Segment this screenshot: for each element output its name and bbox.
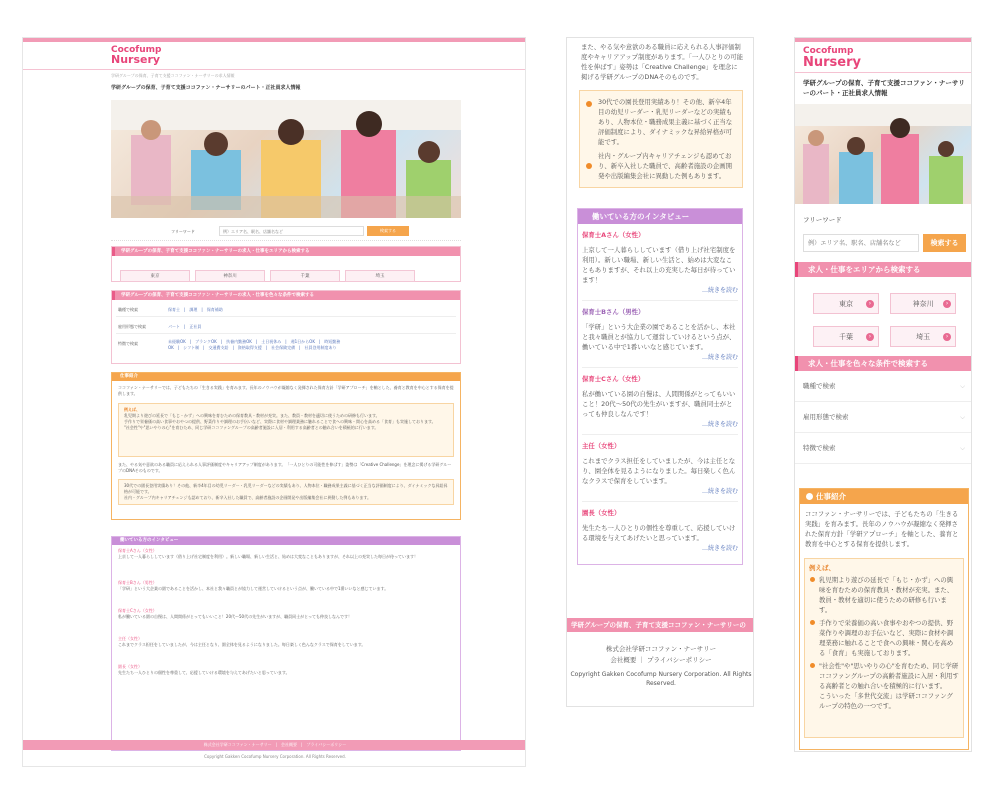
career-box bbox=[118, 479, 454, 505]
interview-text: 「学研」という大企業の園であることを活かし、本社と我々職員とが協力して運営していけるという点が、働いている中で1番いいなと感じています。 bbox=[582, 323, 736, 351]
condition-section-title: 求人・仕事を色々な条件で検索する bbox=[795, 356, 972, 371]
job-intro-section bbox=[799, 488, 969, 750]
example-item bbox=[819, 661, 959, 691]
area-button-chiba[interactable] bbox=[813, 326, 879, 347]
divider bbox=[582, 367, 738, 368]
freeword-input[interactable] bbox=[219, 226, 364, 236]
interview-text: 先生たち一人ひとりの個性を尊重して、応援していける環境を与えてあげたいと思っています。 bbox=[582, 524, 736, 542]
interview-name: 園長（女性） bbox=[582, 509, 621, 517]
interview-list bbox=[112, 545, 460, 679]
cond-divider bbox=[116, 316, 456, 317]
hero-illustration bbox=[111, 100, 461, 218]
footer-link-company[interactable]: 株式会社学研ココファン・ナーサリー bbox=[203, 742, 272, 747]
example-item bbox=[819, 618, 959, 658]
page-title: 学研グループの保育、子育て支援ココファン・ナーサリーのパート・正社員求人情報 bbox=[111, 85, 301, 91]
footer-links: 株式会社学研ココファン・ナーサリー | 会社概要 | プライバシーポリシー bbox=[23, 740, 526, 750]
cond-values-employment[interactable]: パート | 正社員 bbox=[168, 324, 202, 329]
interview-name: 保育士Bさん（男性） bbox=[118, 580, 157, 585]
top-accent-bar bbox=[23, 38, 525, 42]
mid-interview-list bbox=[578, 224, 742, 558]
interview-text: これまでクラス担任をしていましたが、今は主任となり、園全体を見るようになりました。毎日楽しく色んなクラスで保育をしています。 bbox=[582, 457, 736, 485]
interview-name: 保育士Aさん（女性） bbox=[118, 548, 157, 553]
examples-box bbox=[804, 558, 964, 738]
area-button-chiba[interactable]: 千葉 bbox=[270, 270, 340, 282]
mid-footer: 株式会社学研ココファン・ナーサリー 会社概要 ｜ プライバシーポリシー Copyright Gakken Cocofump Nursery Corporation. All Rights Reserved. bbox=[567, 644, 754, 688]
examples-box bbox=[118, 403, 454, 457]
read-more-link[interactable]: …続きを読む bbox=[701, 421, 738, 428]
cond-label-employment: 雇用形態で検索 bbox=[118, 324, 146, 329]
bullet-dot bbox=[586, 101, 592, 107]
interview-text: 「学研」という大企業の園であることを活かし、本社と我々職員とが協力して運営していけるという点が、働いている中で1番いいなと感じています。 bbox=[118, 586, 389, 591]
cond-row-employment[interactable] bbox=[795, 402, 972, 433]
interview-text: 上京して一人暮らししています（借り上げ社宅制度を利用）。新しい職場、新しい生活と、始めは大変なこともありますが、それ以上の充実した毎日が待っています！ bbox=[118, 554, 418, 559]
interview-name: 保育士Aさん（女性） bbox=[582, 231, 645, 239]
search-button[interactable]: 検索する bbox=[367, 226, 409, 236]
arrow-right-icon: › bbox=[943, 300, 951, 308]
search-button[interactable]: 検索する bbox=[923, 234, 966, 252]
circle-icon bbox=[806, 493, 813, 500]
mid-intro-block bbox=[567, 38, 753, 82]
breadcrumb[interactable]: 学研グループの保育、子育て支援ココファン・ナーサリーの求人情報 bbox=[111, 73, 235, 78]
interview-section bbox=[111, 536, 461, 751]
mid-career-bullet: 社内・グループ内キャリアチェンジも認めており、新卒入社した職員で、高齢者施設の企画開発や出版編集会社に異動した例もあります。 bbox=[598, 152, 733, 180]
area-label: 神奈川 bbox=[912, 300, 934, 308]
mid-career-box bbox=[579, 90, 743, 188]
area-label: 東京 bbox=[839, 300, 853, 308]
cond-values-feature[interactable]: 未経験OK | ブランクOK | 扶養内勤務OK | 土日祝休み | 週1日からOK | 時短勤務OK | シフト制 | 交通費支給 | 資格取得支援 | 社会保険完備 | 社員登用制度あり bbox=[168, 339, 341, 350]
area-button-tokyo[interactable] bbox=[813, 293, 879, 314]
area-label: 埼玉 bbox=[916, 333, 931, 341]
job-intro-text: ココファン・ナーサリーでは、子どもたちの「生きる実践」を育みます。長年のノウハウが凝縮なく発揮された保育方針「学研アプローチ」を軸とした、養育と教育を中心とする保育を提供します。 bbox=[805, 510, 959, 548]
cond-row-label: 特徴で検索 bbox=[803, 444, 836, 452]
area-section bbox=[795, 262, 972, 347]
job-intro-title: 仕事紹介 bbox=[112, 373, 460, 381]
header-divider bbox=[23, 69, 526, 70]
logo-bottom-text: Nursery bbox=[111, 53, 161, 66]
divider bbox=[582, 501, 738, 502]
area-section bbox=[111, 246, 461, 282]
freeword-label: フリーワード bbox=[803, 216, 842, 224]
footer-link-privacy[interactable]: プライバシーポリシー bbox=[646, 656, 712, 664]
site-logo[interactable] bbox=[803, 46, 861, 68]
area-button-kanagawa[interactable]: 神奈川 bbox=[195, 270, 265, 282]
area-button-tokyo[interactable]: 東京 bbox=[120, 270, 190, 282]
example-item bbox=[819, 575, 959, 615]
area-button-kanagawa[interactable] bbox=[890, 293, 956, 314]
read-more-link[interactable]: …続きを読む bbox=[701, 354, 738, 361]
job-intro-title bbox=[800, 489, 968, 504]
hero-image bbox=[795, 104, 972, 204]
interview-name: 保育士Cさん（女性） bbox=[582, 375, 645, 383]
interview-text: 私が働いている園の自慢は、人間関係がとってもいいこと！20代〜50代の先生がいますが、職員同士がとっても仲良しなんです！ bbox=[582, 390, 736, 418]
example-text: "社会性"や"思いやりの心"を育むため、同じ学研ココファングループの高齢者施設に入居・利用する高齢者との触れ合いを積極的に行います。 bbox=[819, 662, 959, 690]
mid-footer-bar: 学研グループの保育、子育て支援ココファン・ナーサリーの bbox=[567, 618, 754, 632]
area-buttons bbox=[795, 277, 972, 314]
condition-section-title: 学研グループの保育、子育て支援ココファン・ナーサリーの求人・仕事を色々な条件で検索する bbox=[112, 291, 460, 300]
copyright: Copyright Gakken Cocofump Nursery Corporation. All Rights Reserved. bbox=[570, 671, 752, 687]
chevron-down-icon: ⌵ bbox=[960, 382, 965, 390]
cond-divider bbox=[116, 333, 456, 334]
interview-text: 先生たち一人ひとりの個性を尊重して、応援していける環境を与えてあげたいと思っています。 bbox=[118, 670, 290, 675]
examples-tail: こういった「多世代交流」は学研ココファングループの特色の一つです。 bbox=[819, 692, 953, 710]
mid-interview-section bbox=[577, 208, 743, 565]
condition-section bbox=[795, 356, 972, 464]
job-intro-section bbox=[111, 372, 461, 520]
career-bullet: 社内・グループ内キャリアチェンジも認めており、新卒入社した職員で、高齢者施設の企画開発や出版編集会社に異動した例もあります。 bbox=[124, 495, 372, 500]
interview-title: 働いている方のインタビュー bbox=[112, 537, 460, 545]
freeword-label: フリーワード bbox=[171, 229, 195, 234]
example-item: 乳児期より遊びの延長で「もじ・かず」への興味を育むための保育教具・教材が充実。また、教員・教材を適切に使うための研修も行います。 bbox=[124, 413, 380, 418]
interview-name: 保育士Bさん（男性） bbox=[582, 308, 645, 316]
mid-interview-title: 働いている方のインタビュー bbox=[578, 209, 742, 224]
area-button-saitama[interactable]: 埼玉 bbox=[345, 270, 415, 282]
cond-row-job[interactable] bbox=[795, 371, 972, 402]
interview-name: 園長（女性） bbox=[118, 664, 142, 669]
job-intro-title-text: 仕事紹介 bbox=[816, 492, 846, 501]
cond-label-feature: 特徴で検索 bbox=[118, 341, 138, 346]
footer-link-company[interactable]: 株式会社学研ココファン・ナーサリー bbox=[605, 645, 717, 653]
desktop-page bbox=[22, 37, 526, 767]
footer-link-about[interactable]: 会社概要 bbox=[610, 656, 637, 664]
condition-section bbox=[111, 290, 461, 364]
example-text: 乳児期より遊びの延長で「もじ・かず」への興味を育むための保育教具・教材が充実。また、教員・教材を適切に使うための研修も行います。 bbox=[819, 576, 954, 614]
mid-page bbox=[566, 37, 754, 707]
chevron-down-icon: ⌵ bbox=[960, 413, 965, 421]
example-item: 手作りで栄養価の高い食事やおやつの提供、野菜作りや調理のお手伝いなど、実際に食材や調理業務に触れることで食への興味・関心を高める「食育」も実施しております。 bbox=[124, 419, 436, 424]
area-section-title: 求人・仕事をエリアから検索する bbox=[795, 262, 972, 277]
interview-text: これまでクラス担任をしていましたが、今は主任となり、園全体を見るようになりました。毎日楽しく色んなクラスで保育をしています。 bbox=[118, 642, 366, 647]
job-intro-text: ココファン・ナーサリーでは、子どもたちの「生きる実践」を育みます。長年のノウハウが凝縮なく発揮された保育方針「学研アプローチ」を軸とした、養育と教育を中心とする保育を提供します。 bbox=[118, 385, 454, 396]
area-button-saitama[interactable] bbox=[890, 326, 956, 347]
mid-career-bullet: 30代での園長登用実績あり！その他、新卒4年目の幼児リーダー・乳児リーダーなどの実績もあり、人物本位・職務成果主義に基づく正当な評価制度により、ダイナミックな昇給昇格が可能です。 bbox=[598, 98, 733, 146]
hero-illustration bbox=[795, 104, 972, 204]
hero-image bbox=[111, 100, 461, 218]
bullet-dot bbox=[586, 163, 592, 169]
header-divider bbox=[795, 72, 972, 73]
top-accent-bar bbox=[795, 38, 971, 42]
cond-row-label: 雇用形態で検索 bbox=[803, 413, 849, 421]
arrow-right-icon: › bbox=[943, 333, 951, 341]
freeword-input[interactable] bbox=[803, 234, 919, 252]
chevron-down-icon: ⌵ bbox=[960, 444, 965, 452]
bullet-dot bbox=[810, 620, 815, 625]
career-text: また、やる気や意欲のある職員に応えられる人事評価制度やキャリアアップ制度があります。「一人ひとりの可能性を伸ばす」姿勢は「Creative Challenge」を理念に掲げる学研グループのDNAそのものです。 bbox=[118, 462, 452, 473]
logo-top-text: Cocofump bbox=[803, 46, 854, 56]
arrow-right-icon: › bbox=[866, 333, 874, 341]
example-item: "社会性"や"思いやりの心"を育むため、同じ学研ココファングループの高齢者施設に入居・利用する高齢者との触れ合いを積極的に行います。 bbox=[124, 425, 379, 430]
site-logo[interactable] bbox=[111, 46, 161, 64]
examples-heading: 例えば、 bbox=[124, 407, 140, 412]
logo-top-text: Cocofump bbox=[111, 45, 162, 55]
bullet-dot bbox=[810, 577, 815, 582]
page-title: 学研グループの保育、子育て支援ココファン・ナーサリーのパート・正社員求人情報 bbox=[803, 79, 965, 97]
career-bullet: 30代での園長登用実績あり！その他、新卒4年目の幼児リーダー・乳児リーダーなどの実績もあり、人物本位・職務成果主義に基づく正当な評価制度により、ダイナミックな昇給昇格が可能です。 bbox=[124, 483, 448, 494]
area-buttons-row2 bbox=[795, 314, 972, 347]
copyright: Copyright Gakken Cocofump Nursery Corporation. All Rights Reserved. bbox=[204, 754, 346, 759]
cond-row-feature[interactable] bbox=[795, 433, 972, 464]
search-bar bbox=[111, 223, 461, 241]
divider bbox=[582, 434, 738, 435]
example-text: 手作りで栄養価の高い食事やおやつの提供、野菜作りや調理のお手伝いなど、実際に食材や調理業務に触れることで食への興味・関心を高める「食育」も実施しております。 bbox=[819, 619, 954, 657]
interview-text: 私が働いている園の自慢は、人間関係がとってもいいこと！20代〜50代の先生がいますが、職員同士がとっても仲良しなんです！ bbox=[118, 614, 353, 619]
arrow-right-icon: › bbox=[866, 300, 874, 308]
interview-name: 保育士Cさん（女性） bbox=[118, 608, 157, 613]
read-more-link[interactable]: …続きを読む bbox=[701, 545, 738, 552]
mid-intro-text: また、やる気や意欲のある職員に応えられる人事評価制度やキャリアアップ制度があります。「一人ひとりの可能性を伸ばす」姿勢は「Creative Challenge」を理念に掲げる学研グループのDNAそのものです。 bbox=[581, 43, 743, 81]
area-section-title: 学研グループの保育、子育て支援ココファン・ナーサリーの求人・仕事をエリアから検索する bbox=[112, 247, 460, 256]
bullet-dot bbox=[810, 663, 815, 668]
interview-text: 上京して一人暮らししています（借り上げ社宅制度を利用）。新しい職場、新しい生活と、始めは大変なこともありますが、それ以上の充実した毎日が待っています！ bbox=[582, 246, 736, 284]
interview-name: 主任（女性） bbox=[118, 636, 142, 641]
logo-bottom-text: Nursery bbox=[803, 55, 861, 70]
mobile-page bbox=[794, 37, 972, 752]
divider bbox=[582, 300, 738, 301]
cond-label-job: 職種で検索 bbox=[118, 307, 138, 312]
read-more-link[interactable]: …続きを読む bbox=[701, 287, 738, 294]
cond-values-job[interactable]: 保育士 | 調理 | 保育補助 bbox=[168, 307, 223, 312]
footer-link-about[interactable]: 会社概要 bbox=[281, 742, 298, 747]
footer-link-privacy[interactable]: プライバシーポリシー bbox=[306, 742, 347, 747]
interview-name: 主任（女性） bbox=[582, 442, 621, 450]
examples-heading: 例えば、 bbox=[809, 564, 835, 572]
cond-row-label: 職種で検索 bbox=[803, 382, 836, 390]
read-more-link[interactable]: …続きを読む bbox=[701, 488, 738, 495]
area-buttons bbox=[112, 256, 460, 282]
area-label: 千葉 bbox=[839, 333, 853, 341]
